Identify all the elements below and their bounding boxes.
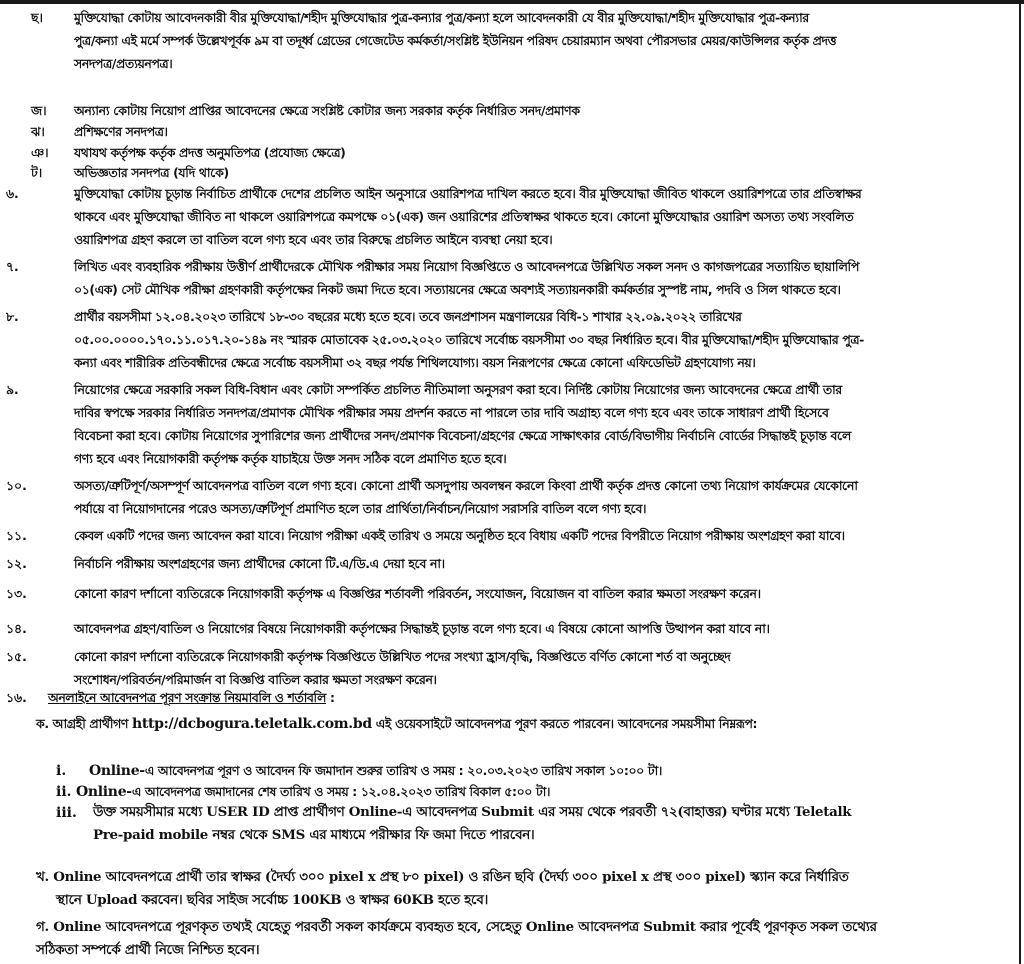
text-line: মুক্তিযোদ্ধা কোটায় আবেদনকারী বীর মুক্তিযোদ্ধা/শহীদ মুক্তিযোদ্ধার পুত্র-কন্যার পুত্র/কন্যা হলে আবেদনকারী যে বীর মুক্তিযোদ্ধা/শহীদ মুক্তিযোদ্ধার পুত্র-কন্যার <box>74 10 809 25</box>
item-text <box>74 474 1014 520</box>
online-ka <box>36 712 1006 736</box>
schedule-marker: i. <box>56 763 67 779</box>
item-text: কেবল একটি পদের জন্য আবেদন করা যাবে। নিয়োগ পরীক্ষা একই তারিখ ও সময়ে অনুষ্ঠিত হবে বিধায় একটি পদের বিপরীতে নিয়োগ পরীক্ষায় অংশগ্রহণ করা যাবে। <box>74 528 845 543</box>
ka-suffix: এই ওয়েবসাইটে আবেদনপত্র পূরণ করতে পারবেন। আবেদনের সময়সীমা নিম্নরূপ: <box>371 716 758 731</box>
text-line: কন্যা এবং শারীরিক প্রতিবন্ধীদের ক্ষেত্রে সর্বোচ্চ বয়সসীমা ৩২ বছর পর্যন্ত শিথিলযোগ্য। বয়স নিরূপণের ক্ষেত্রে কোনো এফিডেভিট গ্রহণযোগ্য নয়। <box>74 355 756 370</box>
text-line: Online আবেদনপত্রে পূরণকৃত তথ্যই যেহেতু পরবর্তী সকল কার্যক্রমে ব্যবহৃত হবে, সেহেতু Online আবেদনপত্র Submit করার পূর্বেই পূরণকৃত সকল তথ্যের <box>53 919 877 935</box>
sub-item-marker: ছ। <box>31 10 43 25</box>
item-marker: ১৬. <box>6 690 27 705</box>
text-line: গণ্য হবে এবং নিয়োগকারী কর্তৃপক্ষ কর্তৃক যাচাইয়ে উক্ত সনদ সঠিক বলে প্রমাণিত হতে হবে। <box>74 451 507 466</box>
sub-item-marker: ট। <box>31 165 43 180</box>
text-line: সঠিকতা সম্পর্কে প্রার্থী নিজে নিশ্চিত হবেন। <box>36 942 260 958</box>
schedule-text: এ আবেদনপত্র পূরণ ও আবেদন ফি জমাদান শুরুর তারিখ ও সময় : ২০.০৩.২০২৩ তারিখ সকাল ১০:০০ টা। <box>144 763 662 778</box>
online-section-heading <box>48 686 335 709</box>
sub-item-text: যথাযথ কর্তৃপক্ষ কর্তৃক প্রদত্ত অনুমতিপত্র (প্রযোজ্য ক্ষেত্রে) <box>74 145 346 160</box>
item-marker: ১৪. <box>6 621 27 636</box>
online-label: Online- <box>89 763 145 779</box>
text-line: Pre-paid mobile নম্বর থেকে SMS এর মাধ্যমে পরীক্ষার ফি জমা দিতে পারবেন। <box>93 827 535 843</box>
text-line: কোনো কারণ দর্শানো ব্যতিরেকে নিয়োগকারী কর্তৃপক্ষ বিজ্ঞপ্তিতে উল্লিখিত পদের সংখ্যা হ্রাস/বৃদ্ধি, বিজ্ঞপ্তিতে বর্ণিত কোনো শর্ত বা অনুচ্ছেদ <box>74 649 731 664</box>
item-text: আবেদনপত্র গ্রহণ/বাতিল ও নিয়োগের বিষয়ে নিয়োগকারী কর্তৃপক্ষের সিদ্ধান্তই চূড়ান্ত বলে গণ্য হবে। এ বিষয়ে কোনো আপত্তি উত্থাপন করা যাবে না। <box>74 621 770 636</box>
schedule-marker: iii. <box>56 805 77 821</box>
ka-prefix: আগ্রহী প্রার্থীগণ <box>52 716 132 731</box>
kha-marker: খ. <box>36 869 49 885</box>
sub-item-marker: ঝ। <box>31 124 45 139</box>
item-text <box>74 645 1014 691</box>
online-label: Online- <box>76 784 132 800</box>
item-marker: ৮. <box>6 309 19 324</box>
item-marker: ৬. <box>6 186 19 201</box>
sub-item-text <box>74 6 1014 75</box>
text-line: অসত্য/ত্রুটিপূর্ণ/অসম্পূর্ণ আবেদনপত্র বাতিল বলে গণ্য হবে। কোনো প্রার্থী অসদুপায় অবলম্বন করলে কিংবা প্রার্থী কর্তৃক প্রদত্ত কোনো তথ্য নিয়োগ কার্যক্রমের যেকোনো <box>74 478 858 493</box>
online-kha <box>36 866 996 912</box>
page-right-border <box>1019 0 1021 964</box>
item-text <box>74 255 1014 301</box>
text-line: স্থানে Upload করবেন। ছবির সাইজ সর্বোচ্চ 100KB ও স্বাক্ষর 60KB হতে হবে। <box>56 892 489 908</box>
item-marker: ১২. <box>6 556 27 571</box>
text-line: ০৫.০০.০০০০.১৭০.১১.০১৭.২০-১৪৯ নং স্মারক মোতাবেক ২৫.০৩.২০২০ তারিখে সর্বোচ্চ বয়সসীমা ৩০ বছর নির্ধারিত হবে। বীর মুক্তিযোদ্ধা/শহীদ মুক্তিযোদ্ধার পুত্র- <box>74 332 864 347</box>
online-ga <box>36 916 996 962</box>
item-text: কোনো কারণ দর্শানো ব্যতিরেকে নিয়োগকারী কর্তৃপক্ষ এ বিজ্ঞপ্তির শর্তাবলী পরিবর্তন, সংযোজন, বিয়োজন বা বাতিল করার ক্ষমতা সংরক্ষণ করেন। <box>74 586 761 601</box>
sub-item-text: অন্যান্য কোটায় নিয়োগ প্রাপ্তির আবেদনের ক্ষেত্রে সংশ্লিষ্ট কোটার জন্য সরকার কর্তৃক নির্ধারিত সনদ/প্রমাণক <box>74 103 580 118</box>
text-line: লিখিত এবং ব্যবহারিক পরীক্ষায় উত্তীর্ণ প্রার্থীদেরকে মৌখিক পরীক্ষার সময় নিয়োগ বিজ্ঞপ্তিতে ও আবেদনপত্রে উল্লিখিত সকল সনদ ও কাগজপত্রের সত্যায়িত ছায়ালিপি <box>74 259 860 274</box>
ga-marker: গ. <box>36 919 49 935</box>
text-line: বিবেচনা করা হবে। কোটায় নিয়োগের সুপারিশের জন্য প্রার্থীদের সনদ/প্রমাণক বিবেচনা/গ্রহণের ক্ষেত্রে সাক্ষাৎকার বোর্ড/বিভাগীয় নির্বাচনি বোর্ডের সিদ্ধান্তই চূড়ান্ত বলে <box>74 428 851 443</box>
schedule-marker: ii. <box>56 784 72 800</box>
schedule-item <box>93 801 1013 847</box>
ka-marker: ক. <box>36 716 49 731</box>
text-line: সনদপত্র/প্রত্যয়নপত্র। <box>74 56 173 71</box>
item-marker: ১৩. <box>6 586 27 601</box>
heading-colon: : <box>325 690 335 705</box>
text-line: পর্যায়ে বা নিয়োগদানের পরেও অসত্য/ত্রুটিপূর্ণ প্রমাণিত হলে তার প্রার্থিতা/নির্বাচন/নিয়োগ সরাসরি বাতিল বলে গণ্য হবে। <box>74 501 647 516</box>
text-line: দাবির স্বপক্ষে সরকার নির্ধারিত সনদপত্র/প্রমাণক মৌখিক পরীক্ষার সময় প্রদর্শন করতে না পারলে তার দাবি অগ্রাহ্য বলে গণ্য হবে এবং তাকে সাধারণ প্রার্থী হিসেবে <box>74 405 829 420</box>
item-text <box>74 305 1014 374</box>
item-marker: ১১. <box>6 528 27 543</box>
text-line: Online আবেদনপত্রে প্রার্থী তার স্বাক্ষর (দৈর্ঘ্য ৩০০ pixel x প্রস্থ ৮০ pixel) ও রঙিন ছবি (দৈর্ঘ্য ৩০০ pixel x প্রস্থ ৩০০ pixel) স্ক্যান করে নির্ধারিত <box>53 869 849 885</box>
text-line: নিয়োগের ক্ষেত্রে সরকারি সকল বিধি-বিধান এবং কোটা সম্পর্কিত প্রচলিত নীতিমালা অনুসরণ করা হবে। নির্দিষ্ট কোটায় নিয়োগের জন্য আবেদনের ক্ষেত্রে প্রার্থী তার <box>74 382 842 397</box>
text-line: মুক্তিযোদ্ধা কোটায় চূড়ান্ত নির্বাচিত প্রার্থীকে দেশের প্রচলিত আইন অনুসারে ওয়ারিশপত্র দাখিল করতে হবে। বীর মুক্তিযোদ্ধা জীবিত থাকলে ওয়ারিশপত্রে তার প্রতিস্বাক্ষর <box>74 186 862 201</box>
text-line: প্রার্থীর বয়সসীমা ১২.০৪.২০২৩ তারিখে ১৮-৩০ বছরের মধ্যে হতে হবে। তবে জনপ্রশাসন মন্ত্রণালয়ের বিধি-১ শাখার ২২.০৯.২০২২ তারিখের <box>74 309 742 324</box>
item-marker: ১৫. <box>6 649 27 664</box>
item-text: নির্বাচনি পরীক্ষায় অংশগ্রহণের জন্য প্রার্থীদের কোনো টি.এ/ডি.এ দেয়া হবে না। <box>74 556 445 571</box>
text-line: সংশোধন/পরিবর্তন/পরিমার্জন বা বিজ্ঞপ্তি বাতিল করার ক্ষমতা সংরক্ষণ করেন। <box>74 672 437 687</box>
item-marker: ৯. <box>6 382 19 397</box>
text-line: পুত্র/কন্যা এই মর্মে সম্পর্ক উল্লেখপূর্বক ৯ম বা তদূর্ধ্ব গ্রেডের গেজেটেড কর্মকর্তা/সংশ্লিষ্ট ইউনিয়ন পরিষদ চেয়ারম্যান অথবা পৌরসভার মেয়র/কাউন্সিলর কর্তৃক প্রদত্ত <box>74 33 837 48</box>
item-marker: ৭. <box>6 259 19 274</box>
sub-item-marker: জ। <box>31 103 47 118</box>
item-marker: ১০. <box>6 478 27 493</box>
text-line: ০১(এক) সেট মৌখিক পরীক্ষা গ্রহণকারী কর্তৃপক্ষের নিকট জমা দিতে হবে। সত্যায়নের ক্ষেত্রে অবশ্যই সত্যায়নকারী কর্মকর্তার সুস্পষ্ট নাম, পদবি ও সিল থাকতে হবে। <box>74 282 841 297</box>
text-line: উক্ত সময়সীমার মধ্যে USER ID প্রাপ্ত প্রার্থীগণ Online-এ আবেদনপত্র Submit এর সময় থেকে পরবর্তী ৭২(বাহাত্তর) ঘণ্টার মধ্যে Teletalk <box>93 804 852 820</box>
website-link[interactable]: http://dcbogura.teletalk.com.bd <box>131 716 372 732</box>
text-line: থাকবে এবং মুক্তিযোদ্ধা জীবিত না থাকলে ওয়ারিশপত্রে কমপক্ষে ০১(এক) জন ওয়ারিশের প্রতিস্বাক্ষর থাকতে হবে। কোনো মুক্তিযোদ্ধার ওয়ারিশ অসত্য তথ্য সংবলিত <box>74 209 854 224</box>
sub-item-marker: ঞ। <box>31 145 49 160</box>
sub-item-text: অভিজ্ঞতার সনদপত্র (যদি থাকে) <box>74 165 229 180</box>
schedule-text: এ আবেদনপত্র জমাদানের শেষ তারিখ ও সময় : ১২.০৪.২০২৩ তারিখ বিকাল ৫:০০ টা। <box>131 784 551 799</box>
text-line: ওয়ারিশপত্র গ্রহণ করলে তা বাতিল বলে গণ্য হবে এবং তার বিরুদ্ধে প্রচলিত আইনে ব্যবস্থা নেয়া হবে। <box>74 232 553 247</box>
item-text <box>74 378 1014 470</box>
item-text <box>74 182 1014 251</box>
section-heading: অনলাইনে আবেদনপত্র পূরণ সংক্রান্ত নিয়মাবলি ও শর্তাবলি <box>48 690 326 705</box>
sub-item-text: প্রশিক্ষণের সনদপত্র। <box>74 124 168 139</box>
